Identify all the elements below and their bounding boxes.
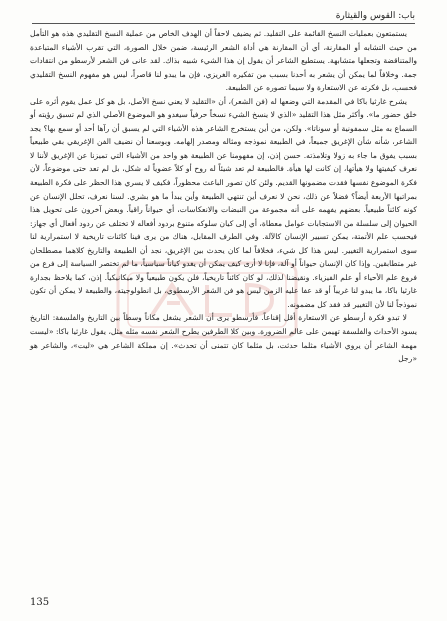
running-header-title: باب: القوس والقيثارة [335,11,415,21]
page-number: 135 [30,597,50,608]
body-text [30,27,417,366]
paragraph-2: يشرح غارثيا باكا في المقدمة التي وضعها له (فن الشعر)، أن «التقليد لا يعني نسخ الأصل، بل هو كل عمل يقوم أثره على خلق حضور ما». وأكثر مثل هذا التقليد «الذي لا ينسخ الشيء نسخاً حرفياً سيغدو هو الموضوع الأصلي الذي لم تسبق رؤيته أو السماع به مثل سمفونية أو سوناتا». ولكن، من أين يستخرج الشاعر هذه الأشياء التي لم يسبق أن رآها أحد أو سمع بها؟ يجد الشاعر، شأنه شأن الإغريق جميعاً، في الطبيعة نموذجه ومثاله ومصدر إلهامه. وبوسعنا أن نضيف الفن الإغريقي بقي طبيعياً بسبب يفوق ما جاء به زولا وتلامذته. حسن إذن، إن مفهومنا عن الطبيعة هو واحد من الأشياء التي تميزنا عن الإغريق لأننا لا نعرف كيفيتها ولا هيأتها، إن كانت لها هيأة. فالطبيعة لم تعد شيئاً له روح أو كلاً عضوياً له شكل، بل لم تعد حتى موضوعاً، لأن فكرة الموضوع نفسها فقدت مضمونها القديم. ولئن كان تصور الباعث محظوراً، فكيف لا يسري هذا الحظر على فكرة الطبيعة بمراتبها الأربعة أيضاً؟ فضلاً عن ذلك، نحن لا نعرف أين تنتهي الطبيعة وأين يبدأ ما هو بشري. لسنا نعرف، تحلل الإنسان عن كونه كائناً طبيعياً. بعضهم يفهمه على أنه مجموعة من النبضات والانعكاسات، أي حيواناً راقياً. وبعض آخرون على تحويل هذا الحيوان إلى سلسلة من الاستجابات عوامل معطاة، أي إلى كيان سلوكه متنوع بردود أفعاله لا تختلف عن ردود أفعال أي جهاز: فيحسب علم الأتمتة، يمكن تسيير الإنسان كالآلة. وفي الطرف المقابل، هناك من يرى فينا كائنات تاريخية لا استمرارية لنا سوى استمرارية التغيير. ليس هذا كل شيء، فخلافاً لما كان يحدث بين الإغريق، نجد أن الطبيعة والتاريخ كلاهما مصطلحان غير متطابقين. وإذا كان الإنسان حيواناً أو آلة، فإنا لا أرى كيف يمكن أن يغدو كياناً سياسياً، ما لم تختصر السياسة إلى فرع من فروع علم الأحياء أو علم الفيزياء. ونقيضنا لذلك، لو كان كائناً تاريخياً، فلن يكون طبيعياً ولا ميكانيكياً. إذن، كما يلاحظ بجدارة غارثيا باكا، ما يبدو لنا غريباً أو قد عفا عليه الزمن ليس هو فن الشعر الأرسطوي، بل انطولوجيته، والطبيعة لا يمكن أن تكون نموذجاً لنا لأن التغيير قد فقد كل مضمونه. [30,96,417,309]
running-header [32,10,415,24]
paragraph-1: يستمتعون بعمليات النسخ القائمة على التقليد. ثم يضيف لاحقاً أن الهدف الخاص من عملية النسخ التقليدي هذه هو التأمل من حيث التشابه أو المقارنة، أي أن المقارنة هي أداة الشعر الرئيسة، ضمن خلال الصورة، التي تقرب الأشياء المتباعدة والمتناقضة وتجعلها متشابهة. يستطيع الشاعر أن يقول إن هذا الشيء شبيه بذاك. لقد عانى فن الشعر لأرسطو من انتقادات جمة. وخلافاً لما يمكن أن يشعر به أحدنا بسبب من تفكيره الغريزي، فإن ما يبدو لنا قاصراً، ليس هو مفهوم النسخ التقليدي فحسب، بل فكرته عن الاستعارة ولا سيما تصوره عن الطبيعة. [30,29,417,93]
paragraph-3: لا تبدو فكرة أرسطو عن الاستعارة أقل إقناعاً. فأرسطو يرى أن الشعر يشغل مكاناً وسطاً بين التاريخ والفلسفة: التاريخ يسود الأحداث والفلسفة تهيمن على عالم الضرورة. وبين كلا الطرفين يطرح الشعر نفسه مثله مثل، يقول غارثيا باكا: «ليست مهمة الشاعر أن يروي الأشياء مثلما حدثت، بل مثلما كان تتمنى أن تحدث». إن مملكة الشاعر هي «ليت»، والشاعر هو «رجل [30,313,417,364]
